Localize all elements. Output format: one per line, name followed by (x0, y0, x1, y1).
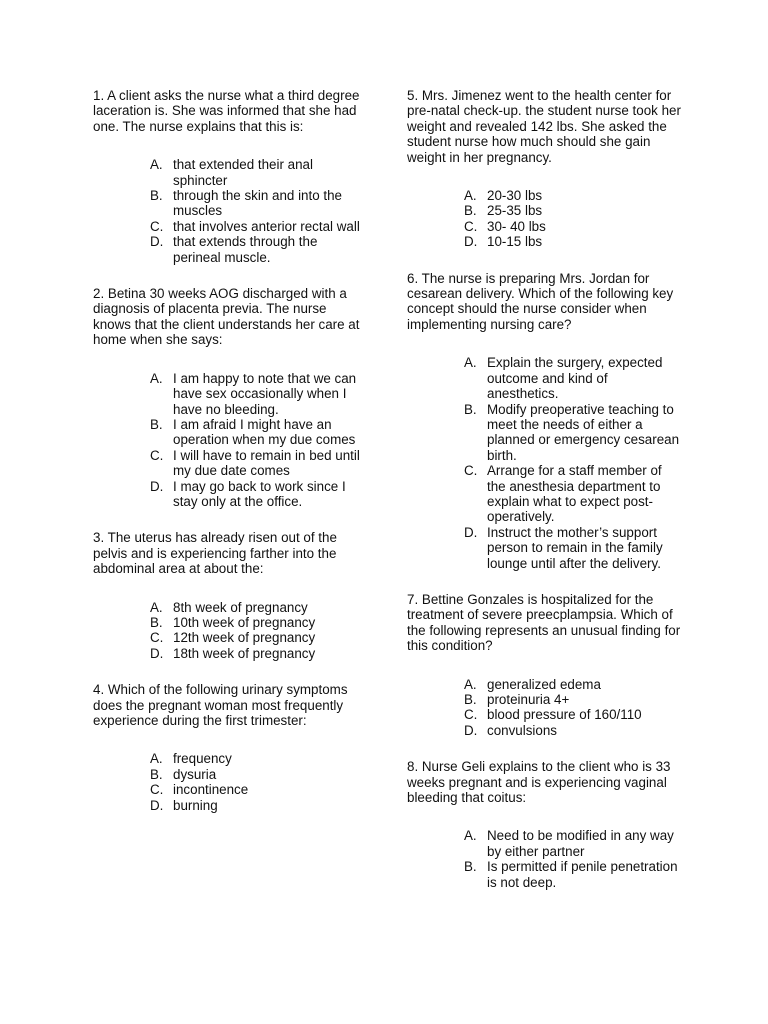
option-letter: D. (150, 645, 164, 661)
question-stem: 7. Bettine Gonzales is hospitalized for the treatment of severe preecplampsia. Which of the following represents an unusual finding for this condition? (407, 591, 681, 654)
question-stem: 2. Betina 30 weeks AOG discharged with a diagnosis of placenta previa. The nurse knows that the client understands her care at home when she says: (93, 286, 360, 348)
option-letter: C. (150, 782, 164, 798)
question-stem: 8. Nurse Geli explains to the client who is 33 weeks pregnant and is experiencing vaginal bleeding that coitus: (407, 759, 671, 806)
option-c (407, 219, 682, 234)
option-text: 30- 40 lbs (487, 218, 546, 234)
option-letter: D. (150, 234, 164, 250)
question-stem: 6. The nurse is preparing Mrs. Jordan for cesarean delivery. Which of the following key concept should the nurse consider when implementing nursing care? (407, 270, 674, 332)
option-c (93, 782, 368, 797)
option-text: burning (173, 797, 218, 813)
question-stem: 5. Mrs. Jimenez went to the health center for pre-natal check-up. the student nurse took her weight and revealed 142 lbs. She asked the student nurse how much should she gain weight in her pregnancy. (407, 88, 681, 165)
option-a (407, 828, 682, 859)
option-text: Arrange for a staff member of the anesthesia department to explain what to expect post-operatively. (487, 463, 662, 525)
option-text: I will have to remain in bed until my due date comes (173, 447, 360, 479)
option-text: frequency (173, 751, 232, 767)
option-list (93, 751, 368, 813)
option-letter: B. (464, 692, 477, 707)
option-letter: D. (464, 234, 478, 250)
option-text: 18th week of pregnancy (173, 645, 316, 661)
option-b (407, 402, 682, 464)
question-stem: 4. Which of the following urinary symptoms does the pregnant woman most frequently experience during the first trimester: (93, 682, 348, 728)
option-list (407, 188, 682, 250)
option-b (407, 692, 682, 707)
option-text: through the skin and into the muscles (173, 188, 342, 219)
option-d (93, 798, 368, 813)
option-a (93, 600, 368, 615)
option-d (93, 479, 368, 510)
option-letter: B. (464, 203, 477, 219)
option-text: that involves anterior rectal wall (173, 218, 360, 234)
option-letter: D. (464, 524, 478, 540)
option-letter: D. (464, 722, 478, 738)
option-b (93, 188, 368, 219)
option-text: convulsions (487, 722, 557, 738)
question-stem: 1. A client asks the nurse what a third degree laceration is. She was informed that she had one. The nurse explains that this is: (93, 88, 360, 134)
option-text: Need to be modified in any way by either partner (487, 828, 674, 859)
option-a (93, 751, 368, 766)
question-4 (93, 682, 368, 813)
left-column (93, 88, 368, 834)
option-text: 10th week of pregnancy (173, 614, 316, 630)
option-letter: D. (150, 797, 164, 813)
option-list (407, 828, 682, 890)
option-text: blood pressure of 160/110 (487, 707, 642, 723)
option-text: 12th week of pregnancy (173, 630, 316, 646)
option-text: 20-30 lbs (487, 188, 543, 204)
option-list (93, 157, 368, 265)
option-letter: A. (464, 676, 477, 692)
option-letter: C. (464, 463, 478, 479)
option-letter: A. (150, 157, 163, 173)
option-text: Instruct the mother’s support person to remain in the family lounge until after the delivery. (487, 524, 663, 571)
option-b (93, 417, 368, 448)
option-c (407, 707, 682, 722)
option-a (407, 355, 682, 401)
option-c (93, 448, 368, 479)
option-text: Modify preoperative teaching to meet the needs of either a planned or emergency cesarean birth. (487, 401, 680, 463)
option-a (407, 188, 682, 203)
option-text: that extended their anal sphincter (173, 157, 313, 188)
option-b (93, 615, 368, 630)
right-column (407, 88, 682, 911)
option-text: proteinuria 4+ (487, 692, 570, 707)
option-list (407, 677, 682, 739)
option-letter: C. (464, 707, 478, 723)
option-a (93, 157, 368, 188)
option-list (93, 600, 368, 662)
option-text: dysuria (173, 766, 217, 782)
option-b (407, 203, 682, 218)
option-letter: B. (150, 614, 163, 630)
option-letter: A. (464, 355, 477, 371)
option-letter: B. (464, 401, 477, 417)
option-letter: C. (150, 218, 164, 234)
option-letter: C. (464, 218, 478, 234)
option-text: 8th week of pregnancy (173, 599, 308, 615)
option-text: 25-35 lbs (487, 203, 543, 219)
option-text: Explain the surgery, expected outcome and kind of anesthetics. (487, 355, 663, 402)
option-b (93, 767, 368, 782)
question-6 (407, 271, 682, 571)
question-8 (407, 759, 682, 890)
option-c (93, 630, 368, 645)
option-c (93, 219, 368, 234)
option-text: I am afraid I might have an operation when my due comes (173, 416, 356, 448)
option-letter: A. (464, 828, 477, 844)
option-text: 10-15 lbs (487, 234, 543, 250)
option-letter: A. (150, 599, 163, 615)
question-3 (93, 530, 368, 661)
option-text: Is permitted if penile penetration is not deep. (487, 859, 678, 890)
option-a (93, 371, 368, 417)
option-d (407, 723, 682, 738)
question-stem: 3. The uterus has already risen out of the pelvis and is experiencing farther into the abdominal area at about the: (93, 530, 337, 577)
option-text: incontinence (173, 782, 249, 798)
question-7 (407, 592, 682, 738)
option-letter: B. (150, 188, 163, 204)
option-letter: C. (150, 630, 164, 646)
option-d (93, 646, 368, 661)
option-list (407, 355, 682, 571)
option-text: I may go back to work since I stay only at the office. (173, 478, 346, 509)
option-text: I am happy to note that we can have sex occasionally when I have no bleeding. (173, 370, 357, 417)
option-list (93, 371, 368, 510)
question-1 (93, 88, 368, 265)
option-letter: A. (150, 751, 163, 767)
question-5 (407, 88, 682, 250)
option-text: that extends through the perineal muscle. (173, 234, 318, 265)
option-letter: B. (150, 416, 163, 432)
option-letter: B. (150, 766, 163, 782)
option-d (407, 234, 682, 249)
question-2 (93, 286, 368, 509)
option-d (407, 525, 682, 571)
option-b (407, 859, 682, 890)
option-c (407, 463, 682, 525)
option-letter: A. (464, 188, 477, 204)
option-a (407, 677, 682, 692)
option-letter: D. (150, 478, 164, 494)
option-letter: B. (464, 859, 477, 875)
option-letter: A. (150, 370, 163, 386)
option-text: generalized edema (487, 676, 601, 692)
option-letter: C. (150, 447, 164, 463)
option-d (93, 234, 368, 265)
